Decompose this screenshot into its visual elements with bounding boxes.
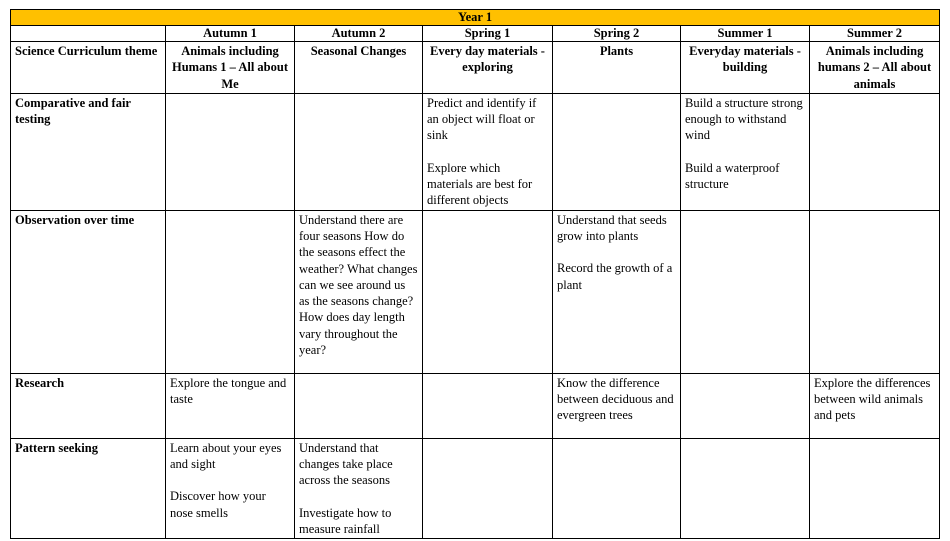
activity-cell [810, 210, 940, 373]
year-title: Year 1 [11, 10, 940, 26]
term-header: Spring 2 [553, 26, 681, 42]
activity-cell [295, 373, 423, 438]
activity-cell [810, 438, 940, 538]
activity-text: Build a structure strong enough to withstand wind [685, 95, 803, 143]
activity-text: Learn about your eyes and sight [170, 440, 282, 471]
activity-cell [553, 210, 681, 373]
activity-text: Record the growth of a plant [557, 261, 673, 292]
skill-row [11, 438, 940, 538]
theme-cell: Seasonal Changes [295, 42, 423, 94]
activity-cell [681, 210, 810, 373]
activity-cell [166, 373, 295, 438]
activity-text: Understand there are four seasons How do the seasons effect the weather? What changes can we see around us as the seasons change? How does day length vary throughout the year? [299, 212, 418, 358]
skill-row-label: Research [11, 373, 166, 438]
theme-cell: Every day materials - exploring [423, 42, 553, 94]
skill-row [11, 373, 940, 438]
activity-text: Investigate how to measure rainfall [299, 505, 392, 536]
activity-cell [423, 373, 553, 438]
activity-cell [681, 373, 810, 438]
curriculum-table [10, 9, 940, 539]
theme-cell: Everyday materials - building [681, 42, 810, 94]
activity-cell [295, 210, 423, 373]
theme-cell: Plants [553, 42, 681, 94]
term-header: Spring 1 [423, 26, 553, 42]
theme-row [11, 42, 940, 94]
activity-text: Discover how your nose smells [170, 489, 266, 520]
activity-text: Predict and identify if an object will float or sink [427, 95, 537, 143]
activity-cell [423, 210, 553, 373]
activity-cell [295, 93, 423, 210]
activity-text: Explore the tongue and taste [170, 375, 287, 406]
activity-cell [166, 93, 295, 210]
activity-cell [810, 373, 940, 438]
activity-cell [553, 373, 681, 438]
skill-row-label: Comparative and fair testing [11, 93, 166, 210]
activity-text: Build a waterproof structure [685, 160, 780, 192]
activity-cell [810, 93, 940, 210]
activity-text: Know the difference between deciduous and evergreen trees [557, 375, 674, 423]
title-row [11, 10, 940, 26]
theme-cell: Animals including humans 2 – All about animals [810, 42, 940, 94]
activity-text: Understand that changes take place across the seasons [299, 440, 393, 488]
activity-text: Explore which materials are best for different objects [427, 160, 533, 208]
activity-cell [681, 438, 810, 538]
skill-row-label: Observation over time [11, 210, 166, 373]
activity-cell [166, 210, 295, 373]
activity-text: Understand that seeds grow into plants [557, 212, 667, 243]
term-header: Summer 2 [810, 26, 940, 42]
theme-cell: Animals including Humans 1 – All about Me [166, 42, 295, 94]
activity-cell [553, 438, 681, 538]
skill-row [11, 210, 940, 373]
skill-row-label: Pattern seeking [11, 438, 166, 538]
corner-cell [11, 26, 166, 42]
term-header: Summer 1 [681, 26, 810, 42]
activity-cell [423, 93, 553, 210]
theme-row-label: Science Curriculum theme [11, 42, 166, 94]
activity-cell [295, 438, 423, 538]
activity-cell [423, 438, 553, 538]
term-header: Autumn 1 [166, 26, 295, 42]
term-header-row [11, 26, 940, 42]
activity-text: Explore the differences between wild animals and pets [814, 375, 931, 423]
activity-cell [681, 93, 810, 210]
activity-cell [553, 93, 681, 210]
term-header: Autumn 2 [295, 26, 423, 42]
skill-row [11, 93, 940, 210]
activity-cell [166, 438, 295, 538]
